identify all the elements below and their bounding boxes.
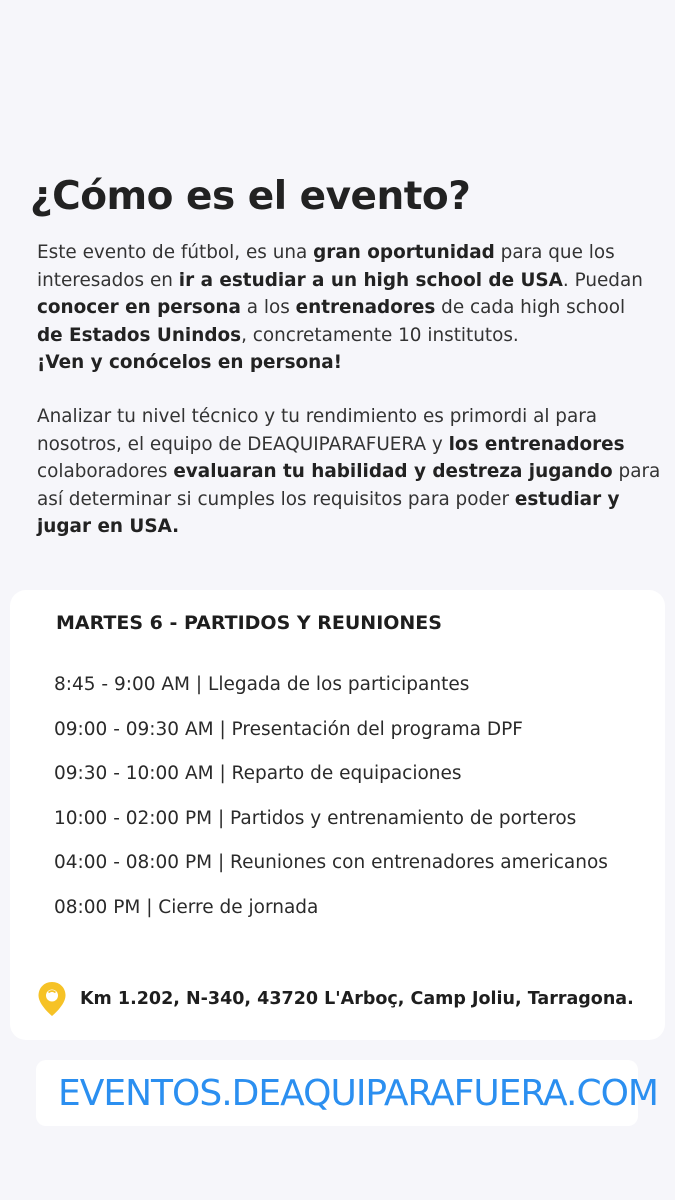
intro-text: , concretamente 10 institutos. (241, 324, 519, 346)
schedule-item: 04:00 - 08:00 PM | Reuniones con entrenadores americanos (54, 852, 608, 873)
evaluation-text: Analizar tu nivel técnico y tu rendimiento es primordi al para (37, 406, 598, 427)
evaluation-highlight: evaluaran tu habilidad y destreza jugando (173, 461, 613, 482)
location-address: Km 1.202, N-340, 43720 L'Arboç, Camp Joliu, Tarragona. (80, 989, 634, 1009)
intro-text: Este evento de fútbol, es una (37, 242, 314, 263)
schedule-list (54, 674, 608, 941)
schedule-title: MARTES 6 - PARTIDOS Y REUNIONES (56, 612, 442, 634)
intro-call-to-action: ¡Ven y conócelos en persona! (37, 352, 343, 373)
evaluation-paragraph (37, 403, 659, 541)
evaluation-highlight: estudiar y (514, 488, 620, 510)
evaluation-text: así determinar si cumples los requisitos para poder (37, 488, 515, 510)
intro-highlight: ir a estudiar a un high school de USA (178, 269, 563, 291)
intro-text: a los (240, 297, 296, 318)
evaluation-highlight: los entrenadores (448, 433, 625, 455)
event-website-link[interactable] (36, 1060, 658, 1126)
intro-text: para que los (494, 242, 615, 263)
intro-text: de cada high school (435, 297, 626, 318)
location-row (36, 980, 634, 1018)
schedule-item: 10:00 - 02:00 PM | Partidos y entrenamiento de porteros (54, 807, 577, 829)
intro-highlight: gran oportunidad (313, 242, 495, 263)
event-website-url: EVENTOS.DEAQUIPARAFUERA.COM (58, 1072, 658, 1114)
location-pin-icon (36, 980, 68, 1018)
intro-highlight: entrenadores (295, 297, 436, 318)
schedule-item: 09:30 - 10:00 AM | Reparto de equipaciones (54, 763, 462, 784)
evaluation-text: colaboradores (37, 461, 174, 482)
intro-highlight: conocer en persona (37, 297, 241, 318)
schedule-item: 08:00 PM | Cierre de jornada (54, 896, 319, 918)
intro-highlight: de Estados Unindos (37, 324, 242, 346)
schedule-item: 09:00 - 09:30 AM | Presentación del programa DPF (54, 718, 523, 740)
intro-text: . Puedan (562, 269, 643, 291)
intro-paragraph (37, 239, 659, 377)
intro-text: interesados en (37, 269, 179, 291)
schedule-item: 8:45 - 9:00 AM | Llegada de los participantes (54, 674, 470, 695)
schedule-card (10, 590, 665, 1040)
evaluation-text: para (612, 461, 661, 482)
page-title: ¿Cómo es el evento? (30, 174, 471, 219)
evaluation-highlight: jugar en USA. (37, 516, 180, 537)
evaluation-text: nosotros, el equipo de DEAQUIPARAFUERA y (37, 433, 449, 455)
